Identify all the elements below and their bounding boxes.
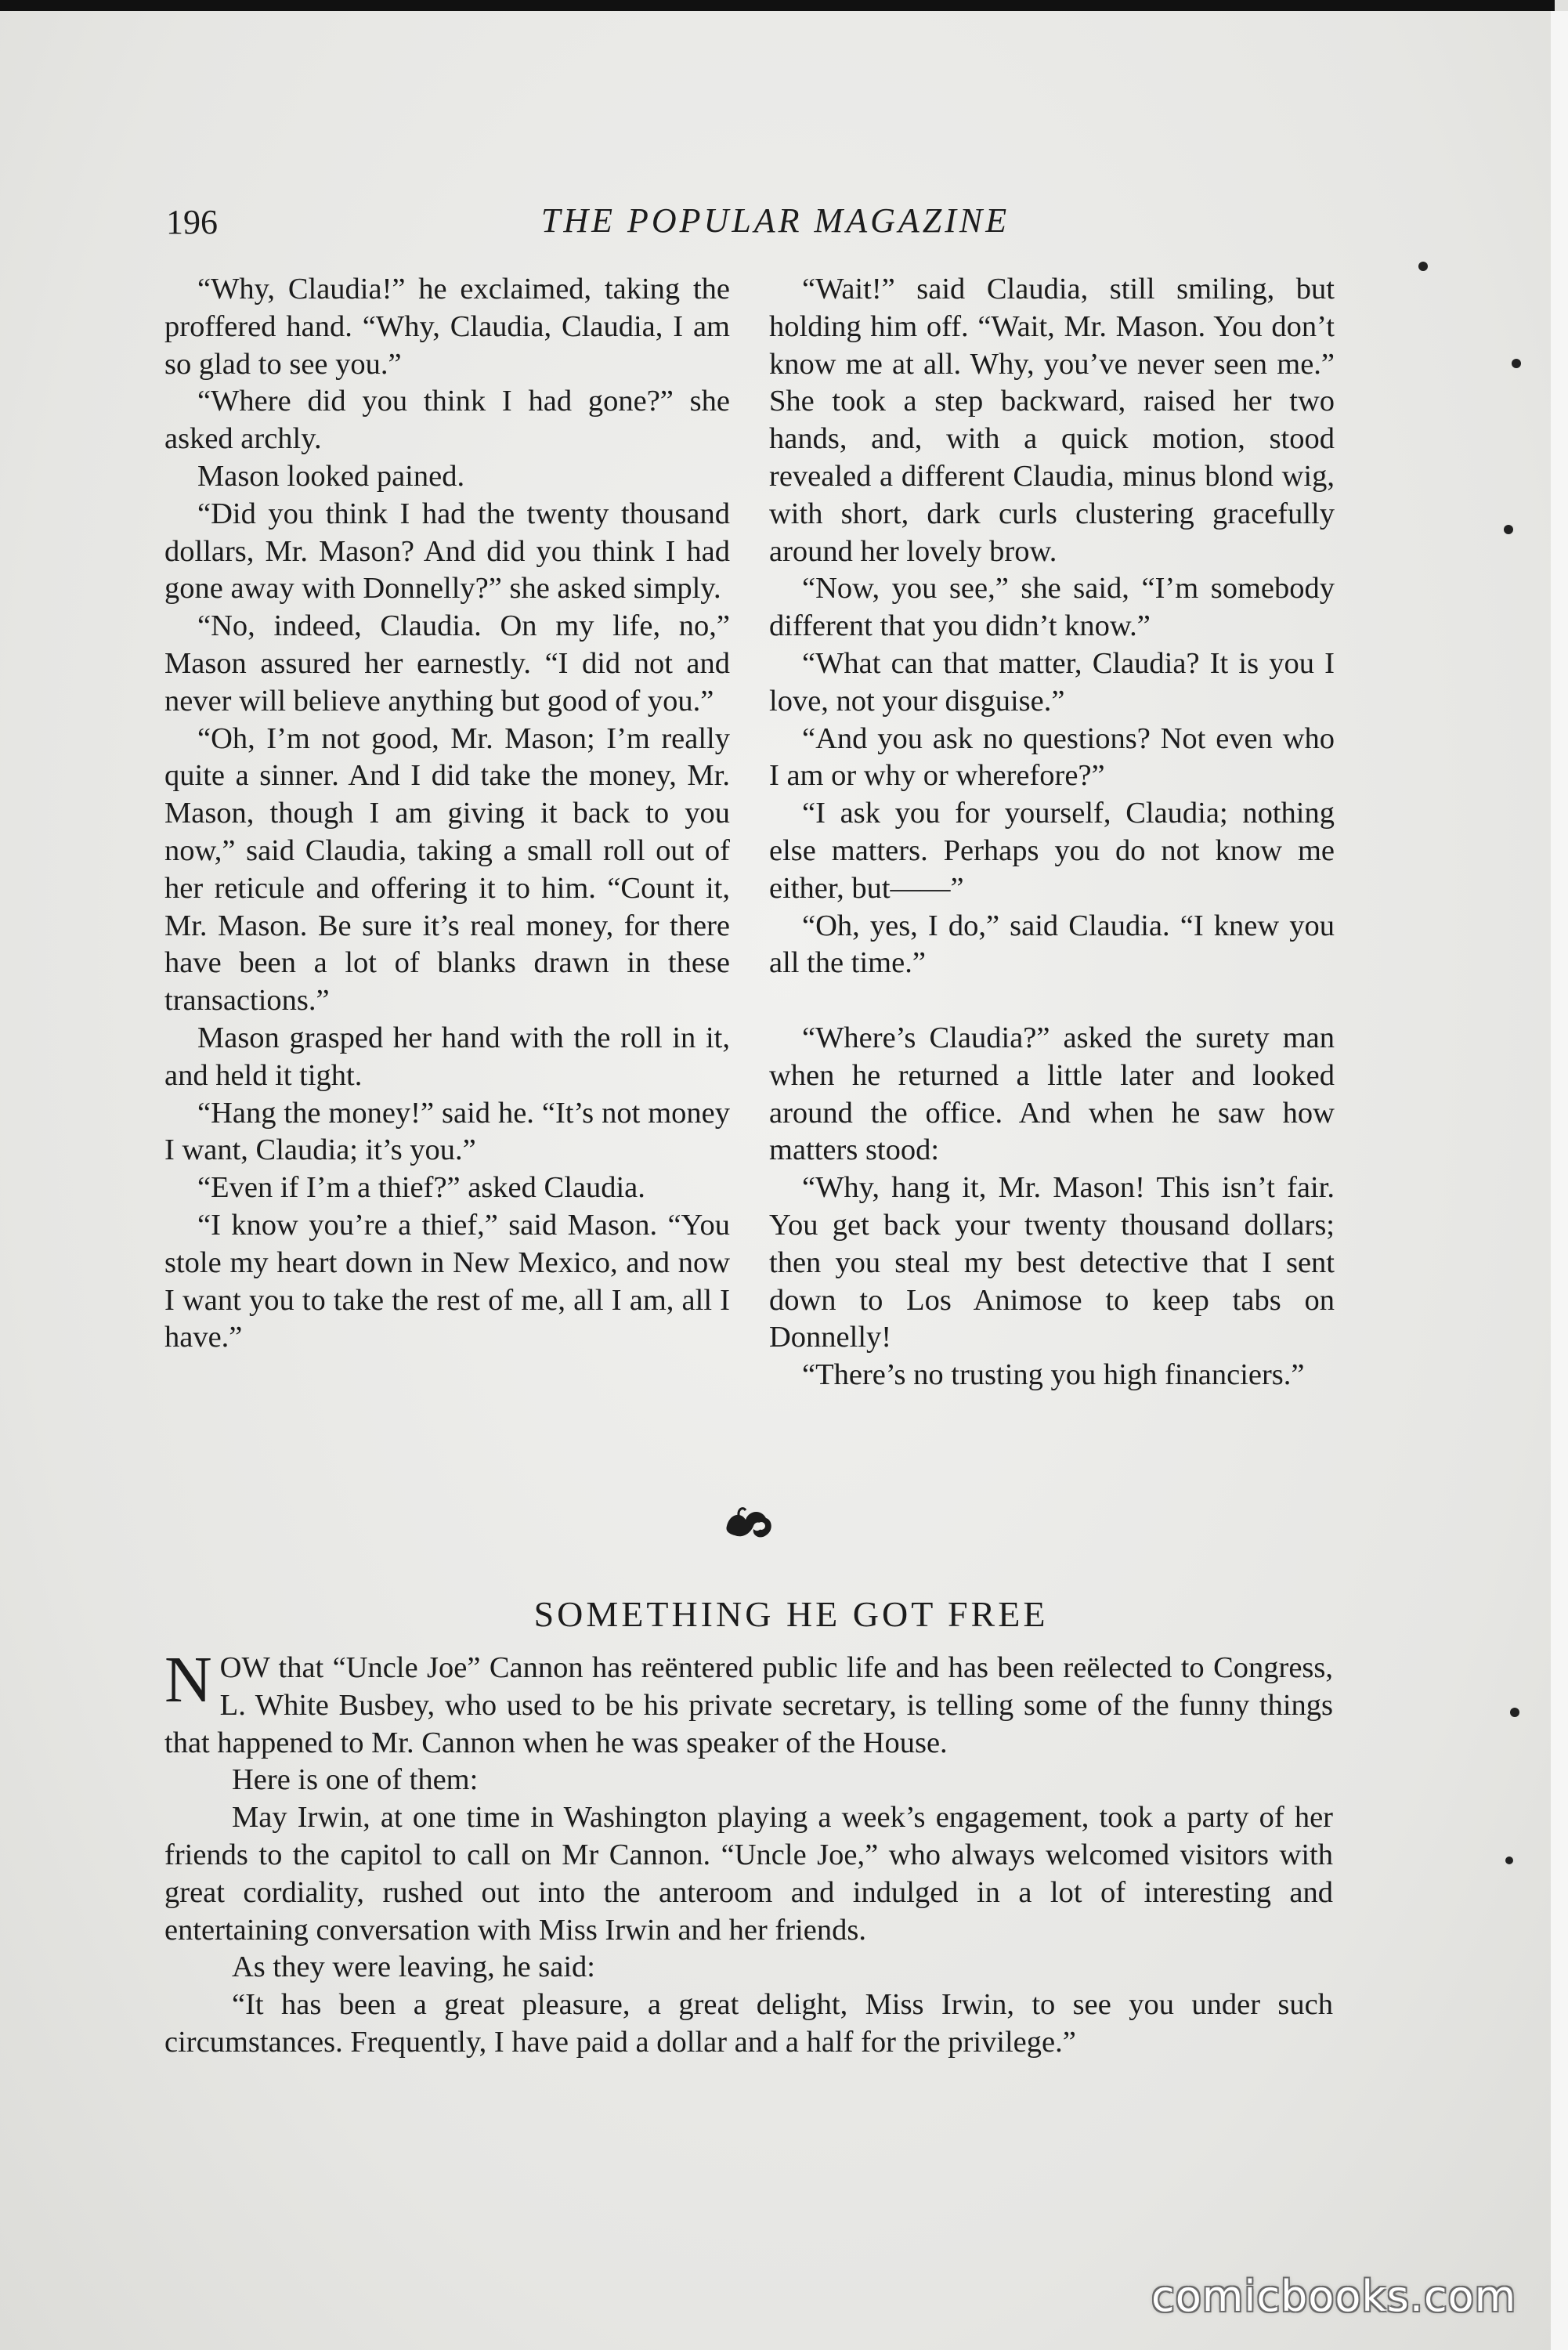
paragraph: “Did you think I had the twenty thousand dollars, Mr. Mason? And did you think I had gone away with Donnelly?” she asked simply. (164, 497, 730, 606)
paper-speck (1505, 1856, 1513, 1864)
paragraph: “Even if I’m a thief?” asked Claudia. (197, 1171, 645, 1205)
paragraph: Mason looked pained. (197, 459, 465, 493)
paragraph: May Irwin, at one time in Washington playing a week’s engagement, took a party of her friends to the capitol to call on Mr Cannon. “Uncle Joe,” who always welcomed visitors with great cordiality, rushed out into the anteroom and indulged in a lot of interesting and entertaining conversation with Miss Irwin and her friends. (164, 1801, 1333, 1947)
drop-cap: N (164, 1643, 212, 1716)
paper-speck (1510, 1708, 1519, 1717)
page-number: 196 (166, 203, 218, 241)
paragraph: “No, indeed, Claudia. On my life, no,” Mason assured her earnestly. “I did not and never will believe anything but good of you.” (164, 609, 730, 718)
top-edge-rule (0, 0, 1555, 11)
running-head: THE POPULAR MAGAZINE (540, 201, 1010, 240)
paragraph: “There’s no trusting you high financiers.” (802, 1358, 1305, 1392)
right-column (769, 271, 1335, 1394)
paragraph: “Now, you see,” she said, “I’m somebody different that you didn’t know.” (769, 572, 1335, 643)
first-paragraph (164, 1643, 1333, 1762)
first-paragraph-text: OW that “Uncle Joe” Cannon has reëntered public life and has been reëlected to Congress, L. White Busbey, who used to be his private secretary, is telling some of the funny things that happened to Mr. Cannon when he was speaker of the House. (164, 1651, 1333, 1759)
paper-speck (1504, 525, 1513, 534)
paragraph: “What can that matter, Claudia? It is you I love, not your disguise.” (769, 646, 1335, 718)
paragraph: “I ask you for yourself, Claudia; nothing else matters. Perhaps you do not know me either, but——” (769, 797, 1335, 905)
paragraph: Mason grasped her hand with the roll in it, and held it tight. (164, 1021, 730, 1092)
paragraph: “Oh, I’m not good, Mr. Mason; I’m really quite a sinner. And I did take the money, Mr. Mason, though I am giving it back to you now,” said Claudia, taking a small roll out of her reticule and offering it to him. “Count it, Mr. Mason. Be sure it’s real money, for there have been a lot of blanks drawn in these transactions.” (164, 721, 730, 1018)
paragraph: “Wait!” said Claudia, still smiling, but holding him off. “Wait, Mr. Mason. You don’t know me at all. Why, you’ve never seen me.” She took a step backward, raised her two hands, and, with a quick motion, stood revealed a different Claudia, minus blond wig, with short, dark curls clustering gracefully around her lovely brow. (769, 273, 1335, 568)
site-watermark: comicbooks.com (1151, 2272, 1517, 2321)
paragraph: “And you ask no questions? Not even who I am or why or wherefore?” (769, 721, 1335, 793)
paragraph: “Where’s Claudia?” asked the surety man when he returned a little later and looked around the office. And when he saw how matters stood: (769, 1021, 1335, 1167)
paragraph: “Oh, yes, I do,” said Claudia. “I knew you all the time.” (769, 909, 1335, 980)
paragraph: “Why, hang it, Mr. Mason! This isn’t fair. You get back your twenty thousand dollars; then you steal my best detective that I sent down to Los Animose to keep tabs on Donnelly! (769, 1171, 1335, 1354)
paragraph: “Where did you think I had gone?” she asked archly. (164, 385, 730, 456)
paragraph: “Hang the money!” said he. “It’s not money I want, Claudia; it’s you.” (164, 1096, 730, 1167)
paragraph: “It has been a great pleasure, a great delight, Miss Irwin, to see you under such circumstances. Frequently, I have paid a dollar and a half for the privilege.” (164, 1988, 1333, 2059)
paper-speck (1512, 359, 1521, 368)
paragraph: Here is one of them: (232, 1763, 479, 1797)
paragraph: “I know you’re a thief,” said Mason. “You stole my heart down in New Mexico, and now I want you to take the rest of me, all I am, all I have.” (164, 1208, 730, 1354)
paper-speck (1418, 262, 1428, 271)
left-column (164, 271, 730, 1357)
article-body (164, 1643, 1333, 2062)
paragraph: “Why, Claudia!” he exclaimed, taking the proffered hand. “Why, Claudia, Claudia, I am so glad to see you.” (164, 273, 730, 381)
article-headline: SOMETHING HE GOT FREE (533, 1594, 1049, 1634)
page-right-edge (1551, 11, 1568, 2350)
fleuron-ornament-icon (722, 1502, 777, 1545)
paragraph: As they were leaving, he said: (232, 1950, 595, 1984)
